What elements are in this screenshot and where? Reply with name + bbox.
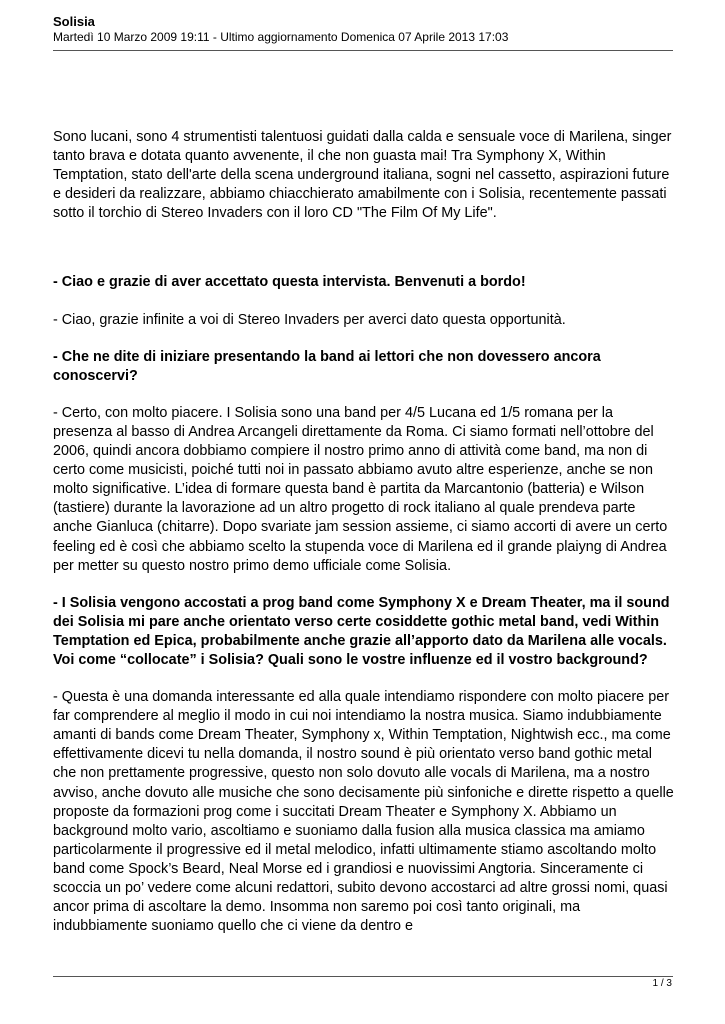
interview-answer-2: - Certo, con molto piacere. I Solisia sono una band per 4/5 Lucana ed 1/5 romana per la presenza al basso di Andrea Arcangeli direttamente da Roma. Ci siamo formati nell’ottobre del 2006, quindi ancora dobbiamo compiere il nostro primo anno di attività come band, ma non di certo come musicisti, poiché tutti noi in passato abbiamo avuto altre esperienze, anche se non molto significative. L’idea di formare questa band è partita da Marcantonio (batteria) e Wilson (tastiere) durante la lavorazione ad un altro progetto di rock italiano al quale prendeva parte anche Gianluca (chitarre). Dopo svariate jam session assieme, ci siamo accorti di avere un certo feeling ed è così che abbiamo scelto la stupenda voce di Marilena ed il grande plaiyng di Andrea per metter su questo nostro primo demo ufficiale come Solisia. [53, 404, 668, 574]
document-title: Solisia [53, 14, 95, 29]
interview-answer-3: - Questa è una domanda interessante ed alla quale intendiamo rispondere con molto piacere per far comprendere al meglio il modo in cui noi intendiamo la nostra musica. Siamo indubbiamente amanti di bands come Dream Theater, Symphony x, Within Temptation, Nightwish ecc., ma come effettivamente dicevi tu nella domanda, il nostro sound è più orientato verso band gothic metal che non prettamente progressive, questo non solo dovuto alle vocals di Marilena, ma a nostro avviso, anche dovuto alle musiche che sono decisamente più sinfoniche e dirette rispetto a quelle proposte da formazioni prog come i succitati Dream Theater e Symphony X. Abbiamo un background molto vario, ascoltiamo e suoniamo dalla fusion alla musica classica ma amiamo particolarmente il progressive ed il metal melodico, infatti ultimamente stiamo ascoltando molto band come Spock’s Beard, Neal Morse ed i grandiosi e nuovissimi Angtoria. Sinceramente ci scoccia un po’ vedere come alcuni redattori, subito devono accostarci ad altre grossi nomi, quasi ancor prima di ascoltare la demo. Insomma non saremo poi così tanto originali, ma indubbiamente suoniamo quello che ci viene da dentro e [53, 689, 674, 935]
footer-divider [53, 976, 673, 977]
interview-question-1: - Ciao e grazie di aver accettato questa intervista. Benvenuti a bordo! [53, 274, 526, 291]
interview-question-2: - Che ne dite di iniziare presentando la band ai lettori che non dovessero ancora conoscervi? [53, 348, 601, 384]
document-header [53, 14, 673, 45]
document-date-line: Martedì 10 Marzo 2009 19:11 - Ultimo aggiornamento Domenica 07 Aprile 2013 17:03 [53, 30, 509, 44]
header-divider [53, 50, 673, 51]
interview-answer-1: - Ciao, grazie infinite a voi di Stereo Invaders per averci dato questa opportunità. [53, 311, 566, 328]
interview-question-3: - I Solisia vengono accostati a prog band come Symphony X e Dream Theater, ma il sound dei Solisia mi pare anche orientato verso certe cosiddette gothic metal band, vedi Within Temptation ed Epica, probabilmente anche grazie all’apporto dato da Marilena alle vocals. Voi come “collocate” i Solisia? Quali sono le vostre influenze ed il vostro background? [53, 594, 670, 668]
article-body [53, 128, 675, 936]
page-number: 1 / 3 [652, 978, 672, 989]
article-intro: Sono lucani, sono 4 strumentisti talentuosi guidati dalla calda e sensuale voce di Marilena, singer tanto brava e dotata quanto avvenente, il che non guasta mai! Tra Symphony X, Within Temptation, stato dell'arte della scena underground italiana, sogni nel cassetto, aspirazioni future e desideri da realizzare, abbiamo chiacchierato amabilmente con i Solisia, recentemente passati sotto il torchio di Stereo Invaders con il loro CD "The Film Of My Life". [53, 129, 672, 222]
